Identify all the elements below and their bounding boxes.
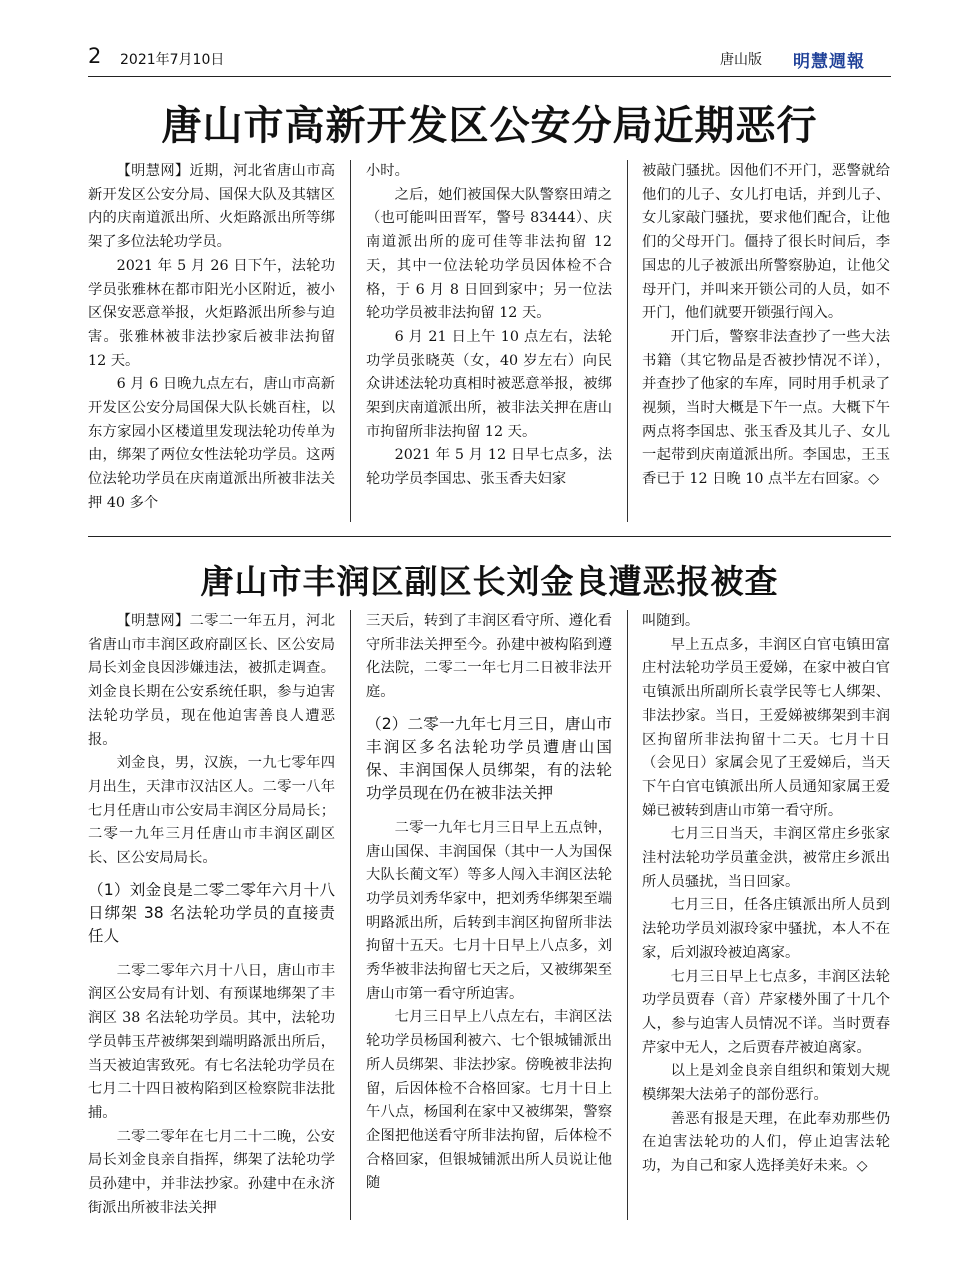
paragraph: 【明慧网】二零二一年五月，河北省唐山市丰润区政府副区长、区公安局局长刘金良因涉嫌违法，被抓走调查。刘金良长期在公安系统任职，参与迫害法轮功学员，现在他迫害善良人遭恶报。 bbox=[88, 613, 335, 748]
issue-date: 2021年7月10日 bbox=[120, 52, 225, 68]
paragraph: 被敲门骚扰。因他们不开门，恶警就给他们的儿子、女儿打电话，并到儿子、女儿家敲门骚扰，要求他们配合，让他们的父母开门。僵持了很长时间后，李国忠的儿子被派出所警察胁迫，让他父母开门，并叫来开锁公司的人员，如不开门，他们就要开锁强行闯入。 bbox=[642, 163, 890, 322]
paragraph: 6 月 21 日上午 10 点左右，法轮功学员张晓英（女，40 岁左右）向民众讲述法轮功真相时被恶意举报，被绑架到庆南道派出所，被非法关押在唐山市拘留所非法拘留 12 天。 bbox=[366, 328, 612, 440]
paragraph: 二零一九年七月三日早上五点钟，唐山国保、丰润国保（其中一人为国保大队长蔺文军）等多人闯入丰润区法轮功学员刘秀华家中，把刘秀华绑架至端明路派出所，后转到丰润区拘留所非法拘留十五天。七月十日早上八点多，刘秀华被非法拘留七天之后，又被绑架至唐山市第一看守所迫害。 bbox=[366, 819, 612, 1002]
paragraph: 2021 年 5 月 12 日早七点多，法轮功学员李国忠、张玉香夫妇家 bbox=[366, 447, 612, 488]
paragraph: 开门后，警察非法查抄了一些大法书籍（其它物品是否被抄情况不详），并查抄了他家的车库，同时用手机录了视频，当时大概是下午一点。大概下午两点将李国忠、张玉香及其儿子、女儿一起带到庆南道派出所。李国忠，王玉香已于 12 日晚 10 点半左右回家。◇ bbox=[642, 328, 890, 488]
article1-column-3 bbox=[642, 160, 890, 492]
paragraph: 叫随到。 bbox=[642, 613, 700, 629]
section-heading: （1）刘金良是二零二零年六月十八日绑架 38 名法轮功学员的直接责任人 bbox=[88, 880, 335, 945]
page-number: 2 bbox=[88, 44, 102, 68]
column-divider bbox=[350, 160, 351, 522]
paragraph: 七月三日，任各庄镇派出所人员到法轮功学员刘淑玲家中骚扰，本人不在家，后刘淑玲被迫离家。 bbox=[642, 897, 890, 961]
article2-column-3 bbox=[642, 610, 890, 1179]
paragraph: 七月三日当天，丰润区常庄乡张家洼村法轮功学员董金洪，被常庄乡派出所人员骚扰，当日回家。 bbox=[642, 826, 890, 890]
edition-label: 唐山版 bbox=[720, 52, 762, 68]
paragraph: 6 月 6 日晚九点左右，唐山市高新开发区公安分局国保大队长姚百柱，以东方家园小区楼道里发现法轮功传单为由，绑架了两位女性法轮功学员。这两位法轮功学员在庆南道派出所被非法关押 40 多个 bbox=[88, 376, 335, 511]
paragraph: 善恶有报是天理，在此奉劝那些仍在迫害法轮功的人们，停止迫害法轮功，为自己和家人选择美好未来。◇ bbox=[642, 1110, 890, 1175]
article2-title: 唐山市丰润区副区长刘金良遭恶报被查 bbox=[200, 562, 779, 601]
paragraph: 刘金良，男，汉族，一九七零年四月出生，天津市汉沽区人。二零一八年七月任唐山市公安局丰润区分局局长；二零一九年三月任唐山市丰润区副区长、区公安局局长。 bbox=[88, 755, 335, 867]
paragraph: 三天后，转到了丰润区看守所、遵化看守所非法关押至今。孙建中被构陷到遵化法院，二零二一年七月二日被非法开庭。 bbox=[366, 613, 612, 701]
paragraph: 【明慧网】近期，河北省唐山市高新开发区公安分局、国保大队及其辖区内的庆南道派出所、火炬路派出所等绑架了多位法轮功学员。 bbox=[88, 163, 335, 251]
paragraph: 二零二零年在七月二十二晚，公安局长刘金良亲自指挥，绑架了法轮功学员孙建中，并非法抄家。孙建中在永济街派出所被非法关押 bbox=[88, 1128, 335, 1216]
article1-column-1 bbox=[88, 160, 335, 516]
paragraph: 以上是刘金良亲自组织和策划大规模绑架大法弟子的部份恶行。 bbox=[642, 1063, 890, 1104]
page-header bbox=[88, 44, 891, 72]
brand-logo: 明慧週報 bbox=[793, 52, 865, 72]
column-divider bbox=[627, 610, 628, 1220]
article2-column-1 bbox=[88, 610, 335, 1220]
paragraph: 七月三日早上七点多，丰润区法轮功学员贾春（音）芹家楼外围了十几个人，参与迫害人员情况不详。当时贾春芹家中无人，之后贾春芹被迫离家。 bbox=[642, 968, 890, 1056]
paragraph: 二零二零年六月十八日，唐山市丰润区公安局有计划、有预谋地绑架了丰润区 38 名法轮功学员。其中，法轮功学员韩玉芹被绑架到端明路派出所后，当天被迫害致死。有七名法轮功学员在七月二十四日被构陷到区检察院非法批捕。 bbox=[88, 962, 335, 1121]
header-rule bbox=[88, 76, 891, 77]
paragraph: 之后，她们被国保大队警察田靖之（也可能叫田晋军，警号 83444）、庆南道派出所的庞可佳等非法拘留 12 天，其中一位法轮功学员因体检不合格，于 6 月 8 日回到家中；另一位法轮功学员被非法拘留 12 天。 bbox=[366, 186, 612, 322]
article2-column-2 bbox=[366, 610, 612, 1196]
article-separator bbox=[88, 536, 891, 537]
article1-title: 唐山市高新开发区公安分局近期恶行 bbox=[161, 102, 818, 149]
column-divider bbox=[350, 610, 351, 1220]
column-divider bbox=[627, 160, 628, 522]
paragraph: 七月三日早上八点左右，丰润区法轮功学员杨国利被六、七个银城铺派出所人员绑架、非法抄家。傍晚被非法拘留，后因体检不合格回家。七月十日上午八点，杨国利在家中又被绑架，警察企图把他送看守所非法拘留，后体检不合格回家，但银城铺派出所人员说让他随 bbox=[366, 1009, 612, 1192]
section-heading: （2）二零一九年七月三日，唐山市丰润区多名法轮功学员遭唐山国保、丰润国保人员绑架，有的法轮功学员现在仍在被非法关押 bbox=[366, 714, 612, 802]
paragraph: 早上五点多，丰润区白官屯镇田富庄村法轮功学员王爱娣，在家中被白官屯镇派出所副所长袁学民等七人绑架、非法抄家。当日，王爱娣被绑架到丰润区拘留所非法拘留十二天。七月十日（会见日）家属会见了王爱娣后，当天下午白官屯镇派出所人员通知家属王爱娣已被转到唐山市第一看守所。 bbox=[642, 636, 890, 819]
paragraph: 2021 年 5 月 26 日下午，法轮功学员张雅林在都市阳光小区附近，被小区保安恶意举报，火炬路派出所参与迫害。张雅林被非法抄家后被非法拘留 12 天。 bbox=[88, 257, 335, 369]
article1-column-2 bbox=[366, 160, 612, 492]
paragraph: 小时。 bbox=[366, 163, 409, 179]
